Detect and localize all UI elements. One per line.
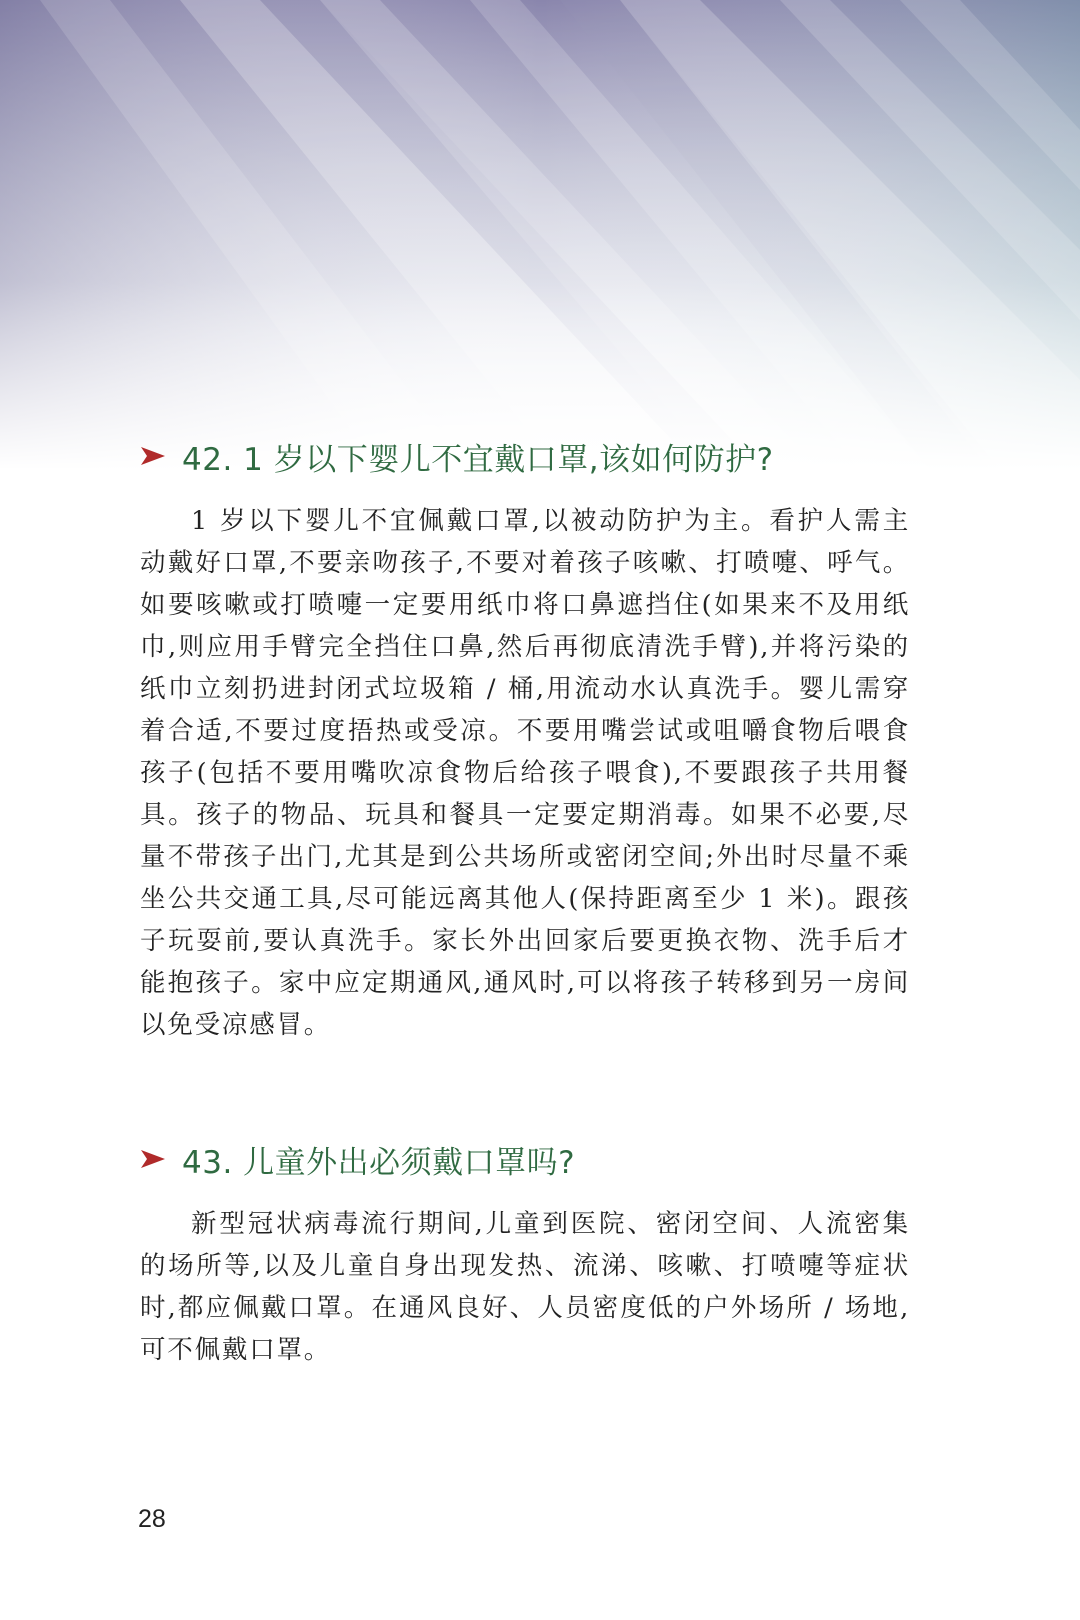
arrow-right-icon	[140, 1146, 166, 1172]
arrow-right-icon	[140, 443, 166, 469]
section-title: 42. 1 岁以下婴儿不宜戴口罩,该如何防护?	[182, 441, 774, 478]
section-paragraph: 新型冠状病毒流行期间,儿童到医院、密闭空间、人流密集的场所等,以及儿童自身出现发热、流涕、咳嗽、打喷嚏等症状时,都应佩戴口罩。在通风良好、人员密度低的户外场所 / 场地,可不佩戴口罩。	[140, 1209, 910, 1365]
section-title: 43. 儿童外出必须戴口罩吗?	[182, 1144, 576, 1181]
page-number: 28	[138, 1505, 166, 1533]
section-paragraph: 1 岁以下婴儿不宜佩戴口罩,以被动防护为主。看护人需主动戴好口罩,不要亲吻孩子,不要对着孩子咳嗽、打喷嚏、呼气。如要咳嗽或打喷嚏一定要用纸巾将口鼻遮挡住(如果来不及用纸巾,则应用手臂完全挡住口鼻,然后再彻底清洗手臂),并将污染的纸巾立刻扔进封闭式垃圾箱 / 桶,用流动水认真洗手。婴儿需穿着合适,不要过度捂热或受凉。不要用嘴尝试或咀嚼食物后喂食孩子(包括不要用嘴吹凉食物后给孩子喂食),不要跟孩子共用餐具。孩子的物品、玩具和餐具一定要定期消毒。如果不必要,尽量不带孩子出门,尤其是到公共场所或密闭空间;外出时尽量不乘坐公共交通工具,尽可能远离其他人(保持距离至少 1 米)。跟孩子玩耍前,要认真洗手。家长外出回家后要更换衣物、洗手后才能抱孩子。家中应定期通风,通风时,可以将孩子转移到另一房间以免受凉感冒。	[140, 506, 910, 1040]
section-heading	[140, 432, 910, 480]
section-42	[140, 432, 910, 1046]
section-43	[140, 1135, 910, 1371]
section-heading	[140, 1135, 910, 1183]
decorative-banner	[0, 0, 1080, 470]
